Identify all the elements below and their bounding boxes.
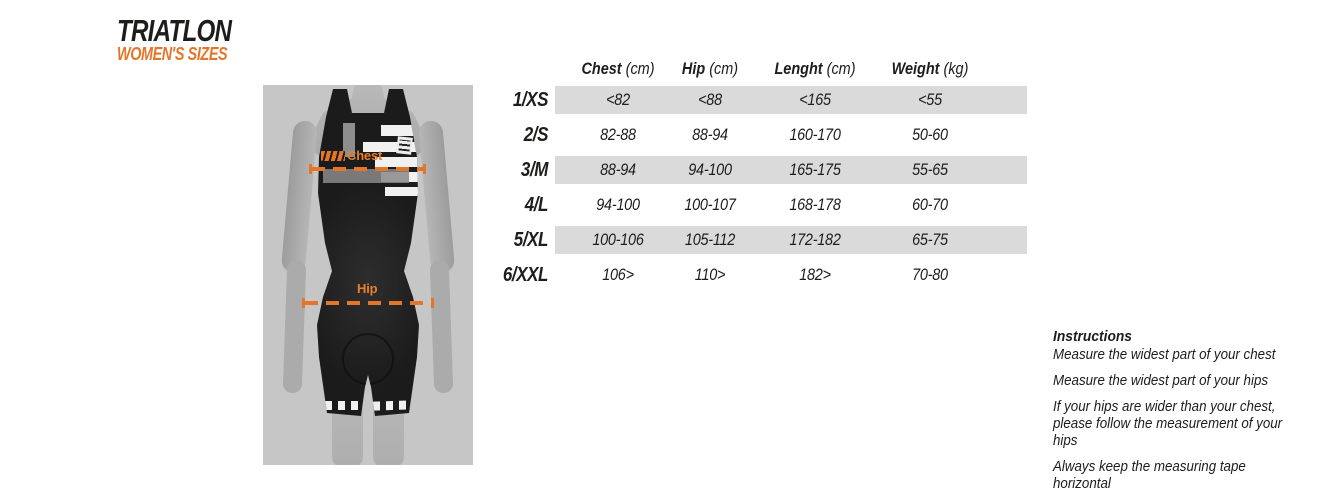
chest-value: 106>	[602, 265, 634, 284]
size-label: 5/XL	[513, 229, 548, 251]
weight-value: 50-60	[912, 125, 948, 144]
model-photo	[263, 85, 473, 465]
chest-value: <82	[606, 90, 630, 109]
size-table	[490, 0, 1027, 300]
column-header-chest: Chest (cm)	[581, 59, 655, 78]
chest-value: 88-94	[600, 160, 636, 179]
hip-measure-line	[305, 301, 431, 305]
table-row-5xl	[490, 226, 1027, 254]
instruction-chest: Measure the widest part of your chest	[1053, 347, 1276, 363]
column-header-weight: Weight (kg)	[891, 59, 969, 78]
chest-value: 82-88	[600, 125, 636, 144]
length-value: 165-175	[789, 160, 841, 179]
weight-value: 70-80	[912, 265, 948, 284]
instructions-block	[1053, 328, 1306, 502]
hip-value: 105-112	[684, 230, 736, 249]
table-row-6xxl	[490, 261, 1027, 289]
chest-label-text: Chest	[347, 148, 383, 163]
suit-logo-glyphs	[398, 139, 410, 151]
hip-value: 100-107	[684, 195, 736, 214]
instruction-wider-hips: If your hips are wider than your chest, please follow the measurement of your hips	[1053, 399, 1283, 449]
chest-line-endcap	[309, 164, 312, 174]
instructions-heading: Instructions	[1053, 328, 1132, 345]
hip-value: <88	[698, 90, 722, 109]
size-label: 4/L	[524, 194, 548, 216]
suit-accent	[323, 169, 409, 183]
length-value: 172-182	[789, 230, 841, 249]
page-title: TRIATLON	[117, 13, 232, 48]
table-row-3m	[490, 156, 1027, 184]
table-row-1xs	[490, 86, 1027, 114]
suit-logo-patch	[396, 136, 413, 154]
model-arm-left	[281, 120, 318, 274]
size-label: 3/M	[520, 159, 548, 181]
instruction-hips: Measure the widest part of your hips	[1053, 373, 1269, 389]
table-row-4l	[490, 191, 1027, 219]
hip-label-text: Hip	[357, 281, 378, 296]
chest-value: 94-100	[596, 195, 640, 214]
length-value: <165	[799, 90, 831, 109]
suit-pad-outline	[342, 333, 394, 385]
size-table-header	[490, 56, 1027, 82]
chest-line-endcap	[423, 164, 426, 174]
size-label: 2/S	[523, 124, 548, 146]
length-value: 160-170	[789, 125, 841, 144]
weight-value: 60-70	[912, 195, 948, 214]
column-header-hip: Hip (cm)	[681, 59, 739, 78]
table-row-2s	[490, 121, 1027, 149]
size-label: 6/XXL	[502, 264, 548, 286]
weight-value: 65-75	[912, 230, 948, 249]
weight-value: <55	[918, 90, 942, 109]
chest-measure-label	[321, 148, 382, 163]
chest-value: 100-106	[592, 230, 644, 249]
hip-measure-label	[357, 281, 377, 296]
instruction-tape: Always keep the measuring tape horizontal	[1053, 459, 1246, 492]
shorts-hem-pattern	[373, 400, 411, 410]
hip-line-endcap	[302, 298, 305, 308]
model-arm-right	[418, 120, 455, 274]
hip-value: 94-100	[688, 160, 732, 179]
brand-logo-icon	[321, 151, 345, 161]
hip-line-endcap	[431, 298, 434, 308]
length-value: 182>	[799, 265, 831, 284]
column-header-length: Lenght (cm)	[774, 59, 856, 78]
hip-value: 110>	[694, 265, 726, 284]
shorts-hem-pattern	[325, 401, 363, 410]
brand-block	[117, 13, 263, 64]
page-subtitle: WOMEN'S SIZES	[117, 44, 228, 64]
suit-stripe	[385, 187, 419, 196]
hip-value: 88-94	[692, 125, 728, 144]
model-forearm-left	[283, 261, 307, 394]
suit-stripe	[381, 125, 417, 136]
size-label: 1/XS	[512, 89, 548, 111]
length-value: 168-178	[789, 195, 841, 214]
chest-measure-line	[312, 167, 424, 171]
weight-value: 55-65	[912, 160, 948, 179]
model-forearm-right	[430, 261, 454, 394]
